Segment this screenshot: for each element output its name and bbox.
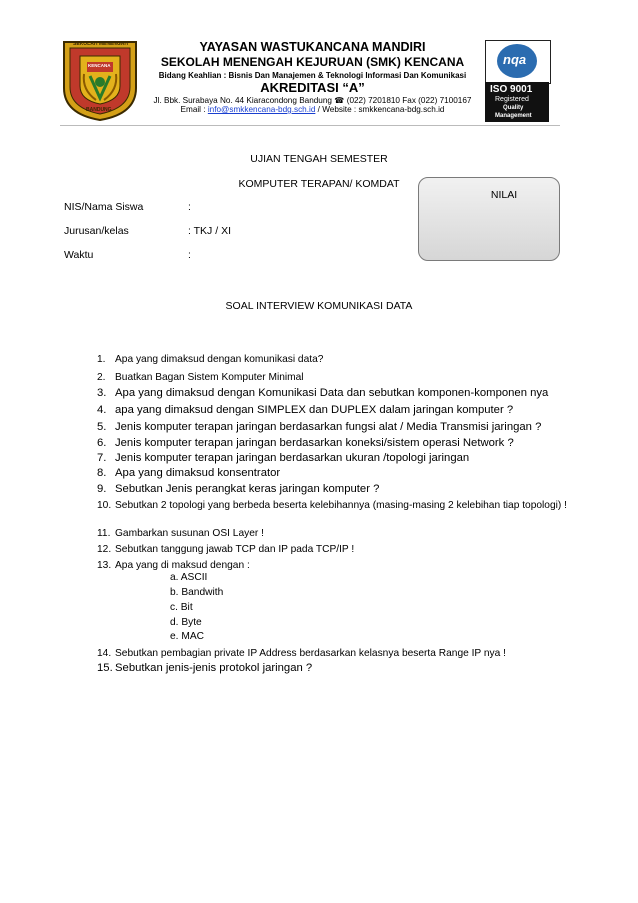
- email-link[interactable]: info@smkkencana-bdg.sch.id: [207, 105, 316, 114]
- option-item: d. Byte: [170, 617, 202, 628]
- contact-line: [140, 105, 485, 114]
- question-text: Apa yang dimaksud konsentrator: [115, 467, 281, 479]
- question-number: 8.: [97, 467, 107, 479]
- section-title: SOAL INTERVIEW KOMUNIKASI DATA: [225, 300, 413, 312]
- question-text: Gambarkan susunan OSI Layer !: [115, 528, 264, 539]
- iso-registered: Registered: [495, 96, 529, 103]
- header-divider: [60, 125, 560, 126]
- iso-qm-2: Management: [495, 113, 532, 119]
- question-number: 10.: [97, 500, 112, 511]
- website-text: / Website : smkkencana-bdg.sch.id: [315, 105, 445, 114]
- school-address: Jl. Bbk. Surabaya No. 44 Kiaracondong Bandung ☎ (022) 7201810 Fax (022) 7100167: [153, 96, 472, 105]
- question-text: Apa yang dimaksud dengan komunikasi data?: [115, 354, 324, 365]
- iso-qm-1: Quality: [503, 105, 524, 111]
- question-number: 7.: [97, 452, 107, 464]
- question-text: Jenis komputer terapan jaringan berdasarkan ukuran /topologi jaringan: [115, 452, 470, 464]
- iso-logo: [485, 40, 549, 122]
- field-value-waktu: :: [188, 249, 191, 261]
- field-value-nis: :: [188, 201, 191, 213]
- question-text: Apa yang dimaksud dengan Komunikasi Data dan sebutkan komponen-komponen nya: [115, 387, 549, 399]
- question-text: Jenis komputer terapan jaringan berdasarkan koneksi/sistem operasi Network ?: [115, 437, 514, 449]
- accreditation: AKREDITASI “A”: [260, 80, 365, 95]
- field-value-jurusan: : TKJ / XI: [188, 225, 231, 237]
- exam-title: UJIAN TENGAH SEMESTER: [250, 153, 388, 165]
- question-number: 12.: [97, 544, 112, 555]
- question-text: Apa yang di maksud dengan :: [115, 560, 250, 571]
- option-item: a. ASCII: [170, 572, 208, 583]
- question-number: 11.: [97, 528, 111, 539]
- question-number: 13.: [97, 560, 112, 571]
- option-item: e. MAC: [170, 631, 204, 642]
- question-number: 9.: [97, 483, 107, 495]
- question-number: 15.: [97, 662, 113, 674]
- email-label: Email :: [180, 105, 208, 114]
- field-label-waktu: Waktu: [64, 249, 94, 261]
- question-number: 6.: [97, 437, 107, 449]
- question-text: Sebutkan pembagian private IP Address berdasarkan kelasnya beserta Range IP nya !: [115, 648, 506, 659]
- question-text: Sebutkan jenis-jenis protokol jaringan ?: [115, 662, 313, 674]
- score-label: NILAI: [490, 189, 518, 201]
- question-number: 3.: [97, 387, 107, 399]
- school-fields: Bidang Keahlian : Bisnis Dan Manajemen & Teknologi Informasi Dan Komunikasi: [158, 71, 467, 80]
- foundation-name: YAYASAN WASTUKANCANA MANDIRI: [199, 40, 426, 54]
- logo-text-middle: KENCANA: [88, 63, 111, 68]
- school-name: SEKOLAH MENENGAH KEJURUAN (SMK) KENCANA: [160, 55, 465, 69]
- question-number: 14.: [97, 648, 112, 659]
- question-text: Sebutkan Jenis perangkat keras jaringan komputer ?: [115, 483, 380, 495]
- logo-text-bottom: BANDUNG: [86, 107, 112, 113]
- question-text: Sebutkan tanggung jawab TCP dan IP pada TCP/IP !: [115, 544, 355, 555]
- question-text: Sebutkan 2 topologi yang berbeda beserta kelebihannya (masing-masing 2 kelebihan tiap topologi) !: [115, 500, 567, 511]
- option-item: c. Bit: [170, 602, 193, 613]
- question-text: apa yang dimaksud dengan SIMPLEX dan DUPLEX dalam jaringan komputer ?: [115, 404, 514, 416]
- question-text: Buatkan Bagan Sistem Komputer Minimal: [115, 372, 304, 383]
- iso-cert: ISO 9001: [490, 84, 533, 95]
- field-label-jurusan: Jurusan/kelas: [64, 225, 129, 237]
- question-number: 2.: [97, 372, 106, 383]
- logo-text-top: SEKOLAH MENENGAH: [73, 41, 129, 47]
- iso-brand: nqa: [503, 52, 527, 67]
- question-number: 5.: [97, 421, 107, 433]
- option-item: b. Bandwith: [170, 587, 224, 598]
- exam-subject: KOMPUTER TERAPAN/ KOMDAT: [238, 178, 400, 190]
- question-number: 1.: [97, 354, 106, 365]
- field-label-nis: NIS/Nama Siswa: [64, 201, 144, 213]
- question-number: 4.: [97, 404, 107, 416]
- score-box: [418, 177, 560, 261]
- question-text: Jenis komputer terapan jaringan berdasarkan fungsi alat / Media Transmisi jaringan ?: [115, 421, 542, 433]
